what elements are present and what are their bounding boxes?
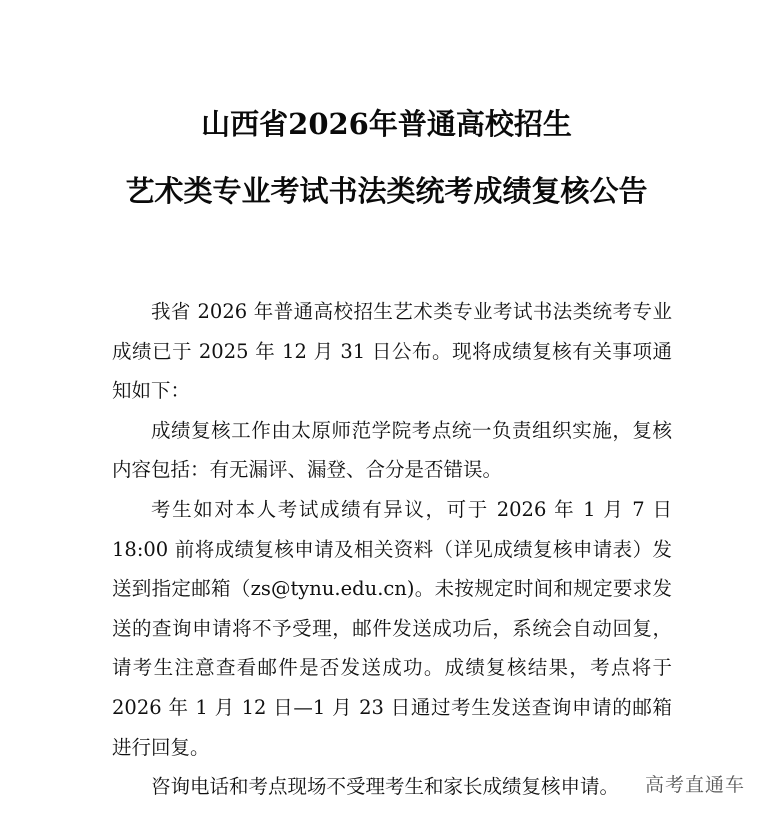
paragraph-review-scope: 成绩复核工作由太原师范学院考点统一负责组织实施，复核内容包括：有无漏评、漏登、合分是否错误。 bbox=[112, 418, 672, 482]
document-body bbox=[112, 292, 672, 807]
paragraph-notice: 咨询电话和考点现场不受理考生和家长成绩复核申请。 bbox=[151, 775, 620, 799]
document-title-line-2: 艺术类专业考试书法类统考成绩复核公告 bbox=[125, 174, 648, 208]
paragraph-intro: 我省 2026 年普通高校招生艺术类专业考试书法类统考专业成绩已于 2025 年 12 月 31 日公布。现将成绩复核有关事项通知如下： bbox=[112, 300, 672, 403]
document-title-line-1: 山西省2026年普通高校招生 bbox=[201, 107, 572, 141]
paragraph-application-process: 考生如对本人考试成绩有异议，可于 2026 年 1 月 7 日18:00 前将成绩复核申请及相关资料（详见成绩复核申请表）发送到指定邮箱（zs@tynu.edu.cn)。未按规定时间和规定要求发送的查询申请将不予受理，邮件发送成功后，系统会自动回复，请考生注意查看邮件是否发送成功。成绩复核结果，考点将于 2026 年 1 月 12 日—1 月 23 日通过考生发送查询申请的邮箱进行回复。 bbox=[112, 497, 672, 759]
source-watermark: 高考直通车 bbox=[645, 770, 745, 797]
